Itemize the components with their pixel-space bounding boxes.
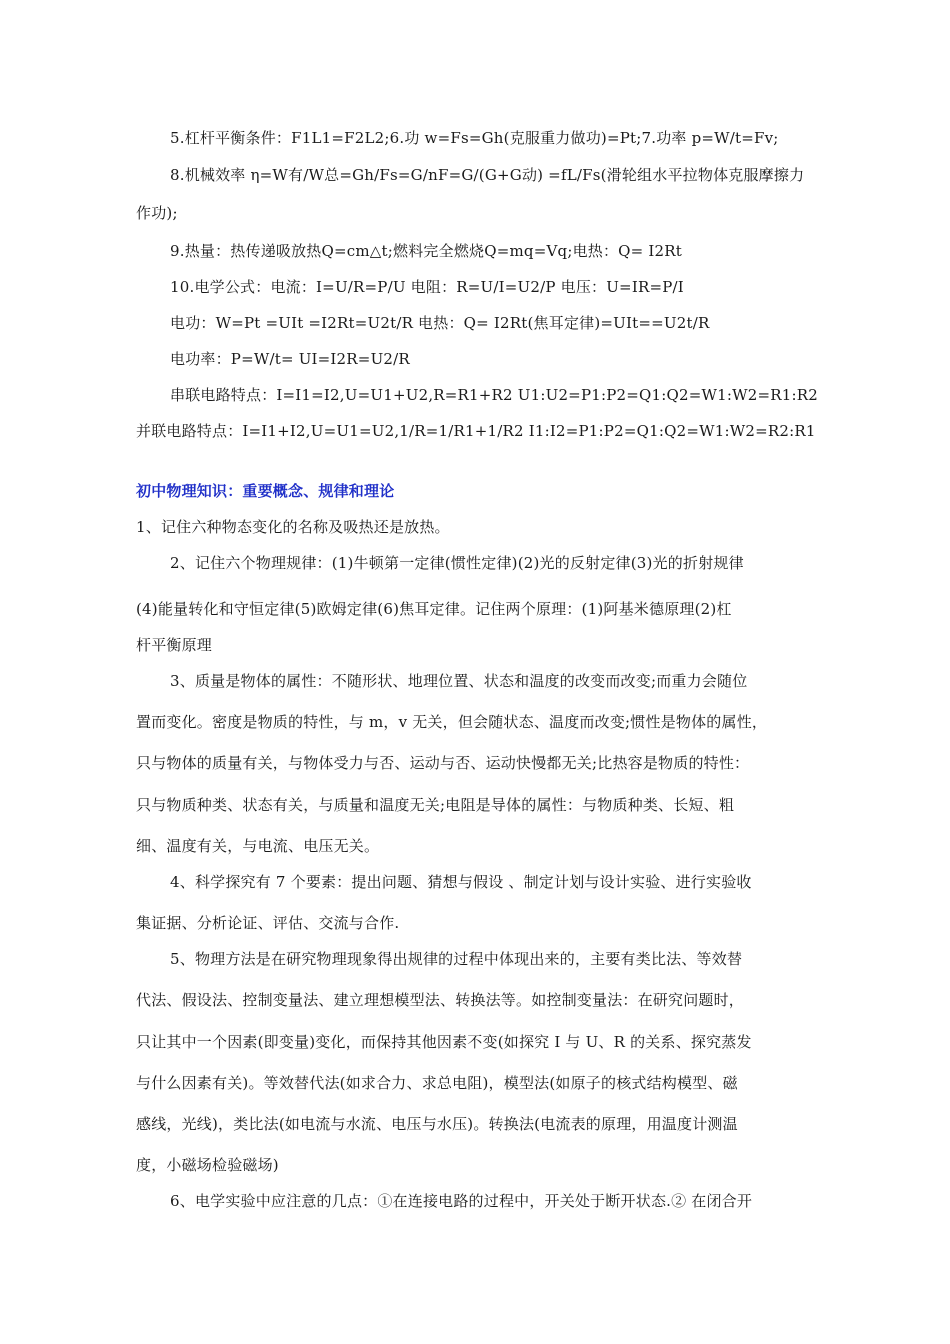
formula-electric-current: 10.电学公式：电流：I=U/R=P/U 电阻：R=U/I=U2/P 电压：U=IR=P/I bbox=[170, 278, 684, 296]
body-line: 6、电学实验中应注意的几点：①在连接电路的过程中，开关处于断开状态.② 在闭合开 bbox=[170, 1192, 753, 1210]
formula-electric-work: 电功：W=Pt =UIt =I2Rt=U2t/R 电热：Q= I2Rt(焦耳定律)=UIt==U2t/R bbox=[170, 314, 710, 332]
body-line: 置而变化。密度是物质的特性，与 m，v 无关，但会随状态、温度而改变;惯性是物体的属性， bbox=[136, 713, 768, 731]
body-line: 3、质量是物体的属性：不随形状、地理位置、状态和温度的改变而改变;而重力会随位 bbox=[170, 672, 748, 690]
body-line: 1、记住六种物态变化的名称及吸热还是放热。 bbox=[136, 518, 450, 536]
body-line: 只与物体的质量有关，与物体受力与否、运动与否、运动快慢都无关;比热容是物质的特性： bbox=[136, 754, 750, 772]
body-line: 2、记住六个物理规律：(1)牛顿第一定律(惯性定律)(2)光的反射定律(3)光的折射规律 bbox=[170, 554, 744, 572]
body-line: 集证据、分析论证、评估、交流与合作. bbox=[136, 914, 400, 932]
formula-parallel-circuit: 并联电路特点：I=I1+I2,U=U1=U2,1/R=1/R1+1/R2 I1:I2=P1:P2=Q1:Q2=W1:W2=R2:R1 bbox=[136, 422, 816, 440]
body-line: 度，小磁场检验磁场) bbox=[136, 1156, 279, 1174]
body-line: 感线，光线)，类比法(如电流与水流、电压与水压)。转换法(电流表的原理，用温度计测温 bbox=[136, 1115, 738, 1133]
formula-lever-work-power: 5.杠杆平衡条件：F1L1=F2L2;6.功 w=Fs=Gh(克服重力做功)=Pt;7.功率 p=W/t=Fv; bbox=[170, 129, 779, 147]
body-line: 只与物质种类、状态有关，与质量和温度无关;电阻是导体的属性：与物质种类、长短、粗 bbox=[136, 796, 735, 814]
body-line: 杆平衡原理 bbox=[136, 636, 213, 654]
formula-series-circuit: 串联电路特点：I=I1=I2,U=U1+U2,R=R1+R2 U1:U2=P1:P2=Q1:Q2=W1:W2=R1:R2 bbox=[170, 386, 819, 404]
formula-mechanical-efficiency-cont: 作功); bbox=[136, 204, 178, 222]
section-heading: 初中物理知识：重要概念、规律和理论 bbox=[136, 482, 395, 500]
body-line: 代法、假设法、控制变量法、建立理想模型法、转换法等。如控制变量法：在研究问题时， bbox=[136, 991, 745, 1009]
body-line: 4、科学探究有 7 个要素：提出问题、猜想与假设 、制定计划与设计实验、进行实验收 bbox=[170, 873, 752, 891]
body-line: 只让其中一个因素(即变量)变化，而保持其他因素不变(如探究 I 与 U、R 的关系、探究蒸发 bbox=[136, 1033, 752, 1051]
formula-mechanical-efficiency: 8.机械效率 η=W有/W总=Gh/Fs=G/nF=G/(G+G动) =fL/Fs(滑轮组水平拉物体克服摩擦力 bbox=[170, 166, 805, 184]
body-line: 与什么因素有关)。等效替代法(如求合力、求总电阻)，模型法(如原子的核式结构模型、磁 bbox=[136, 1074, 738, 1092]
formula-electric-power: 电功率：P=W/t= UI=I2R=U2/R bbox=[170, 350, 410, 368]
formula-heat: 9.热量：热传递吸放热Q=cm△t;燃料完全燃烧Q=mq=Vq;电热：Q= I2Rt bbox=[170, 242, 682, 260]
body-line: 细、温度有关，与电流、电压无关。 bbox=[136, 837, 380, 855]
body-line: 5、物理方法是在研究物理现象得出规律的过程中体现出来的，主要有类比法、等效替 bbox=[170, 950, 743, 968]
body-line: (4)能量转化和守恒定律(5)欧姆定律(6)焦耳定律。记住两个原理：(1)阿基米德原理(2)杠 bbox=[136, 600, 732, 618]
